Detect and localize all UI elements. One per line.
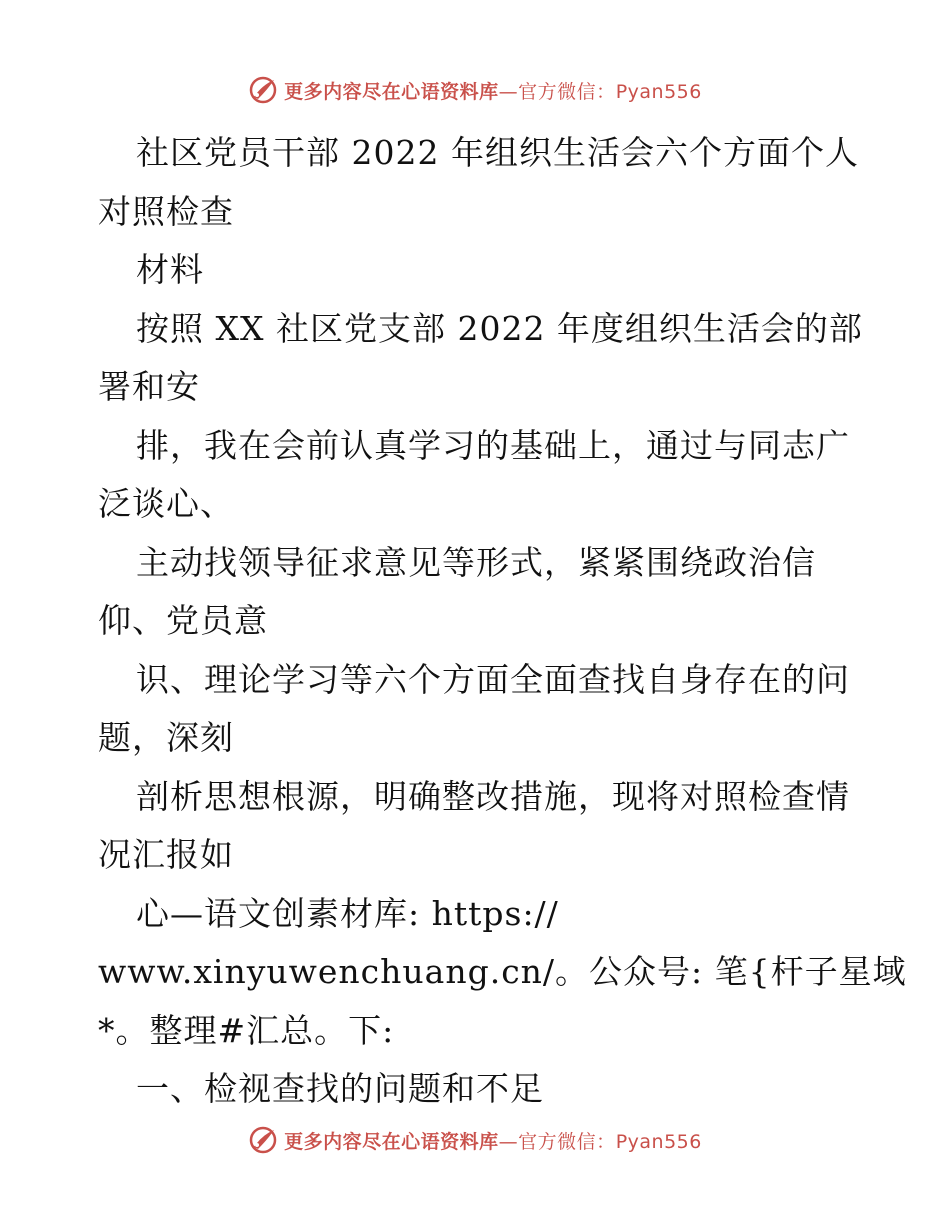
banner-separator: — bbox=[498, 1130, 519, 1153]
document-line: 主动找领导征求意见等形式，紧紧围绕政治信 bbox=[136, 542, 816, 582]
document-line: 社区党员干部 2022 年组织生活会六个方面个人 bbox=[136, 133, 859, 172]
document-line: 题，深刻 bbox=[98, 718, 234, 757]
document-line: 对照检查 bbox=[98, 191, 234, 231]
document-line: 泛谈心、 bbox=[98, 484, 234, 523]
document-line: www.xinyuwenchuang.cn/。公众号: 笔{杆子星域 bbox=[98, 952, 907, 991]
document-body bbox=[98, 124, 907, 1119]
banner-label: 官方微信： bbox=[518, 80, 616, 103]
footer-banner bbox=[0, 1120, 950, 1160]
document-line: 排，我在会前认真学习的基础上，通过与同志广 bbox=[136, 425, 850, 465]
document-line: 署和安 bbox=[98, 367, 200, 406]
pen-logo-icon bbox=[248, 1125, 278, 1155]
banner-slogan: 更多内容尽在心语资料库 bbox=[284, 80, 499, 103]
document-line: 仰、党员意 bbox=[98, 601, 268, 640]
document-line: 材料 bbox=[136, 250, 204, 289]
document-line: 心—语文创素材库: https:// bbox=[136, 893, 559, 933]
document-line: *。整理#汇总。下: bbox=[98, 1010, 395, 1050]
document-line: 一、检视查找的问题和不足 bbox=[136, 1069, 544, 1108]
banner-handle: Pyan556 bbox=[615, 1130, 702, 1153]
banner-label: 官方微信： bbox=[518, 1130, 616, 1153]
document-line: 况汇报如 bbox=[98, 835, 234, 874]
banner-separator: — bbox=[498, 80, 519, 103]
header-banner bbox=[0, 70, 950, 110]
banner-handle: Pyan556 bbox=[615, 80, 702, 103]
banner-text bbox=[284, 77, 702, 104]
document-line: 识、理论学习等六个方面全面查找自身存在的问 bbox=[136, 659, 850, 699]
banner-text bbox=[284, 1127, 702, 1154]
document-line: 按照 XX 社区党支部 2022 年度组织生活会的部 bbox=[136, 308, 863, 348]
banner-slogan: 更多内容尽在心语资料库 bbox=[284, 1130, 499, 1153]
document-line: 剖析思想根源，明确整改措施，现将对照检查情 bbox=[136, 776, 850, 816]
pen-logo-icon bbox=[248, 75, 278, 105]
